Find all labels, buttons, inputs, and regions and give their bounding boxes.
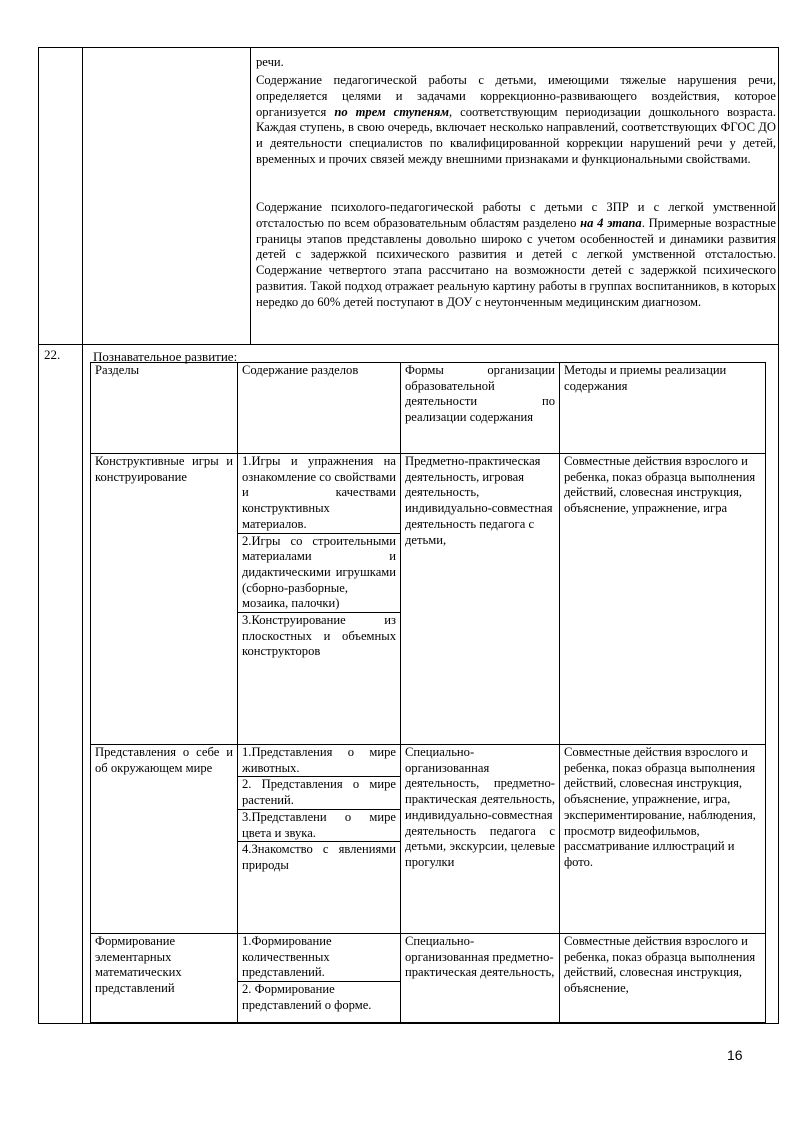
content-item: 3.Представлени о мире цвета и звука.	[238, 810, 400, 842]
table-row	[91, 745, 766, 934]
table-header-row	[91, 363, 766, 454]
forms-cell: Специально-организованная предметно-практическая деятельность,	[401, 934, 560, 1023]
methods-cell: Совместные действия взрослого и ребенка, показ образца выполнения действий, словесная инструкция, объяснение,	[560, 934, 766, 1023]
table-row	[91, 454, 766, 745]
section-cell: Представления о себе и об окружающем мире	[91, 745, 238, 934]
content-item: 1.Игры и упражнения на ознакомление со свойствами и качествами конструктивных материалов.	[238, 454, 400, 534]
section-title: Познавательное развитие:	[93, 349, 238, 364]
header-forms: Формы организации образовательной деятельности по реализации содержания	[401, 363, 560, 454]
header-methods: Методы и приемы реализации содержания	[560, 363, 766, 454]
contents-cell	[238, 454, 401, 745]
contents-cell	[238, 934, 401, 1023]
text-tail: речи.	[256, 55, 284, 69]
forms-cell: Специально-организованная деятельность, предметно-практическая деятельность, индивидуально-совместная деятельность педагога с детьми, экскурсии, целевые прогулки	[401, 745, 560, 934]
table-bottom-border	[38, 1023, 778, 1024]
forms-cell: Предметно-практическая деятельность, игровая деятельность, индивидуально-совместная деятельность педагога с детьми,	[401, 454, 560, 745]
cognitive-development-table	[90, 362, 766, 1023]
table-top-border	[38, 47, 778, 48]
emphasis-steps: по трем ступеням	[334, 104, 449, 119]
content-item: 2. Представления о мире растений.	[238, 777, 400, 809]
column-divider-2	[250, 47, 251, 345]
content-item: 2. Формирование представлений о форме.	[242, 982, 372, 1012]
page-number: 16	[727, 1047, 743, 1063]
paragraph-stages: Содержание психолого-педагогической работы с детьми с ЗПР и с легкой умственной отсталостью по всем образовательным областям разделено на 4 этапа. Примерные возрастные границы этапов представлены довольно широко с учетом особенностей и динамики развития детей с задержкой психического развития и детей с легкой умственной отсталостью. Содержание четвертого этапа рассчитано на возможности детей с задержкой психического развития. Такой подход отражает реальную картину работы в группах воспитанников, в которых нередко до 60% детей поступают в ДОУ с неутонченным медицинским диагнозом.	[256, 200, 776, 309]
contents-cell	[238, 745, 401, 934]
content-item: 1.Представления о мире животных.	[238, 745, 400, 777]
emphasis-stages: на 4 этапа	[580, 215, 642, 230]
methods-cell: Совместные действия взрослого и ребенка, показ образца выполнения действий, словесная инструкция, объяснение, упражнение, игра	[560, 454, 766, 745]
row-number: 22.	[44, 347, 61, 362]
table-right-border	[778, 47, 779, 1024]
column-divider-1	[82, 47, 83, 1024]
section-cell: Формирование элементарных математических представлений	[91, 934, 238, 1023]
section-cell: Конструктивные игры и конструирование	[91, 454, 238, 745]
content-item: 2.Игры со строительными материалами и дидактическими игрушками (сборно-разборные, мозаика, палочки)	[238, 534, 400, 614]
header-sections: Разделы	[91, 363, 238, 454]
table-row	[91, 934, 766, 1023]
methods-cell: Совместные действия взрослого и ребенка, показ образца выполнения действий, словесная инструкция, объяснение, упражнение, игра, экспериментирование, наблюдения, просмотр видеофильмов, рассматривание иллюстраций и фото.	[560, 745, 766, 934]
content-item: 4.Знакомство с явлениями природы	[242, 842, 396, 872]
header-contents: Содержание разделов	[238, 363, 401, 454]
paragraph-steps: Содержание педагогической работы с детьми, имеющими тяжелые нарушения речи, определяется целями и задачами коррекционно-развивающего воздействия, которое организуется по трем ступеням, соответствующим периодизации дошкольного возраста. Каждая ступень, в свою очередь, включает несколько направлений, соответствующих ФГОС ДО и деятельности специалистов по квалифицированной коррекции нарушений речи у детей, временных и прочих связей между внешними признаками и функциональными свойствами.	[256, 73, 776, 166]
table-left-border	[38, 47, 39, 1024]
row-divider	[38, 344, 778, 345]
content-item: 3.Конструирование из плоскостных и объемных конструкторов	[242, 613, 396, 659]
content-item: 1.Формирование количественных представлений.	[238, 934, 400, 982]
